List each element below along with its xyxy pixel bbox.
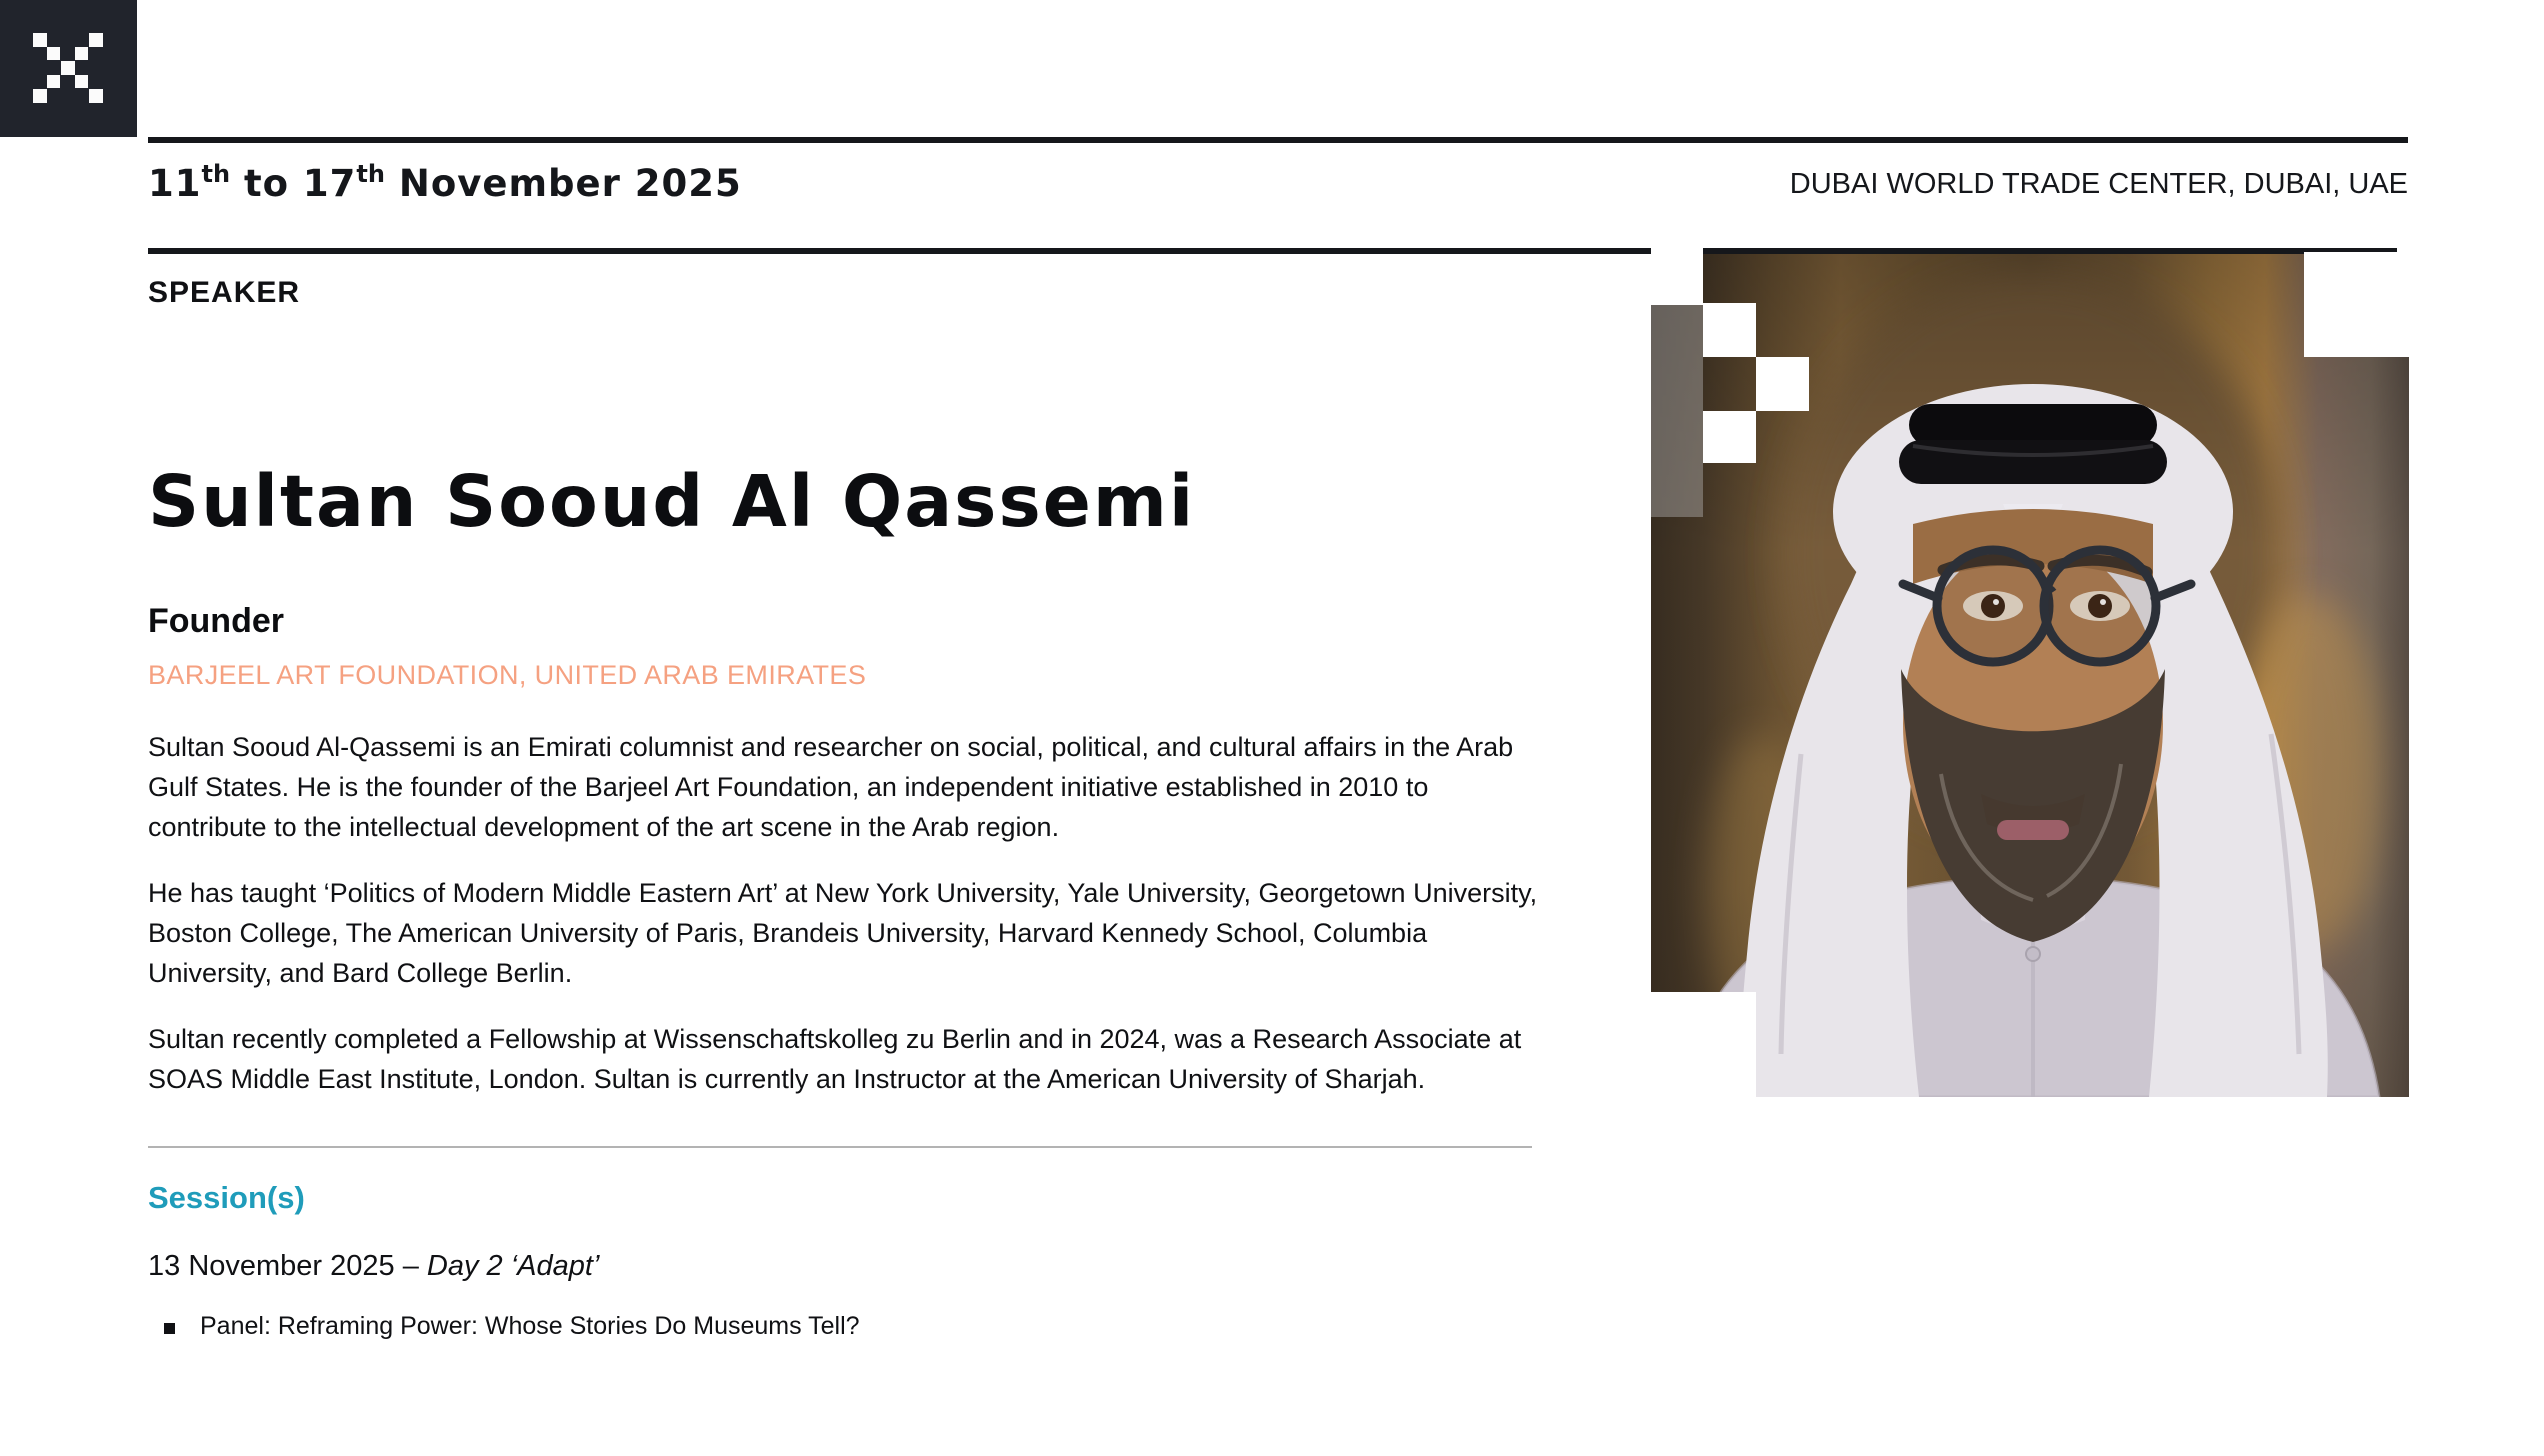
- event-venue: DUBAI WORLD TRADE CENTER, DUBAI, UAE: [1789, 168, 2408, 200]
- bio-paragraph: Sultan Sooud Al-Qassemi is an Emirati columnist and researcher on social, political, and cultural affairs in the Arab Gulf States. He is the founder of the Barjeel Art Foundation, an independent initiative established in 2010 to contribute to the intellectual development of the art scene in the Arab region.: [148, 732, 1514, 842]
- logo-pixel: [47, 75, 60, 88]
- page-label: SPEAKER: [148, 276, 301, 309]
- ordinal-suffix: th: [201, 160, 231, 188]
- photo-pixel-overlay: [1651, 305, 1703, 517]
- logo-pixel: [47, 47, 60, 60]
- speaker-organization: BARJEEL ART FOUNDATION, UNITED ARAB EMIRATES: [148, 660, 867, 690]
- bio-paragraph: Sultan recently completed a Fellowship at Wissenschaftskolleg zu Berlin and in 2024, was a Research Associate at SOAS Middle East Institute, London. Sultan is currently an Instructor at the American University of Sharjah.: [148, 1024, 1522, 1094]
- logo-pixel: [33, 33, 47, 47]
- ordinal-suffix: th: [356, 160, 385, 188]
- logo-pixel: [33, 89, 47, 103]
- photo-corner-notch: [2304, 252, 2409, 357]
- session-date-line: 13 November 2025 – Day 2 ‘Adapt’: [148, 1250, 600, 1282]
- photo-pixel-square: [1651, 246, 1703, 305]
- header-top-rule: [148, 137, 2408, 143]
- speaker-photo: [1651, 254, 2409, 1097]
- photo-corner-notch: [1651, 992, 1756, 1097]
- photo-pixel-square: [1703, 411, 1756, 463]
- logo-pixel: [75, 47, 88, 60]
- bullet-square-icon: [164, 1323, 175, 1334]
- logo-pixel: [61, 61, 75, 75]
- bio-paragraph: He has taught ‘Politics of Modern Middle Eastern Art’ at New York University, Yale University, Georgetown University, Boston College, The American University of Paris, Brandeis University, Harvard Kennedy School, Columbia University, and Bard College Berlin.: [148, 878, 1538, 988]
- sessions-heading: Session(s): [148, 1180, 305, 1215]
- section-divider: [148, 1146, 1532, 1148]
- logo-pixel: [89, 33, 103, 47]
- speaker-bio: [148, 727, 1538, 1125]
- logo-pixel: [75, 75, 88, 88]
- brand-x-logo[interactable]: [0, 0, 137, 137]
- speaker-name: Sultan Sooud Al Qassemi: [148, 460, 1196, 543]
- logo-pixel: [89, 89, 103, 103]
- photo-pixel-square: [1703, 303, 1756, 357]
- event-dates: 11th to 17th November 2025: [148, 160, 742, 205]
- session-day-label: Day 2 ‘Adapt’: [426, 1250, 600, 1282]
- session-item: Panel: Reframing Power: Whose Stories Do Museums Tell?: [200, 1312, 860, 1340]
- photo-pixel-square: [1756, 357, 1809, 411]
- speaker-role: Founder: [148, 602, 284, 640]
